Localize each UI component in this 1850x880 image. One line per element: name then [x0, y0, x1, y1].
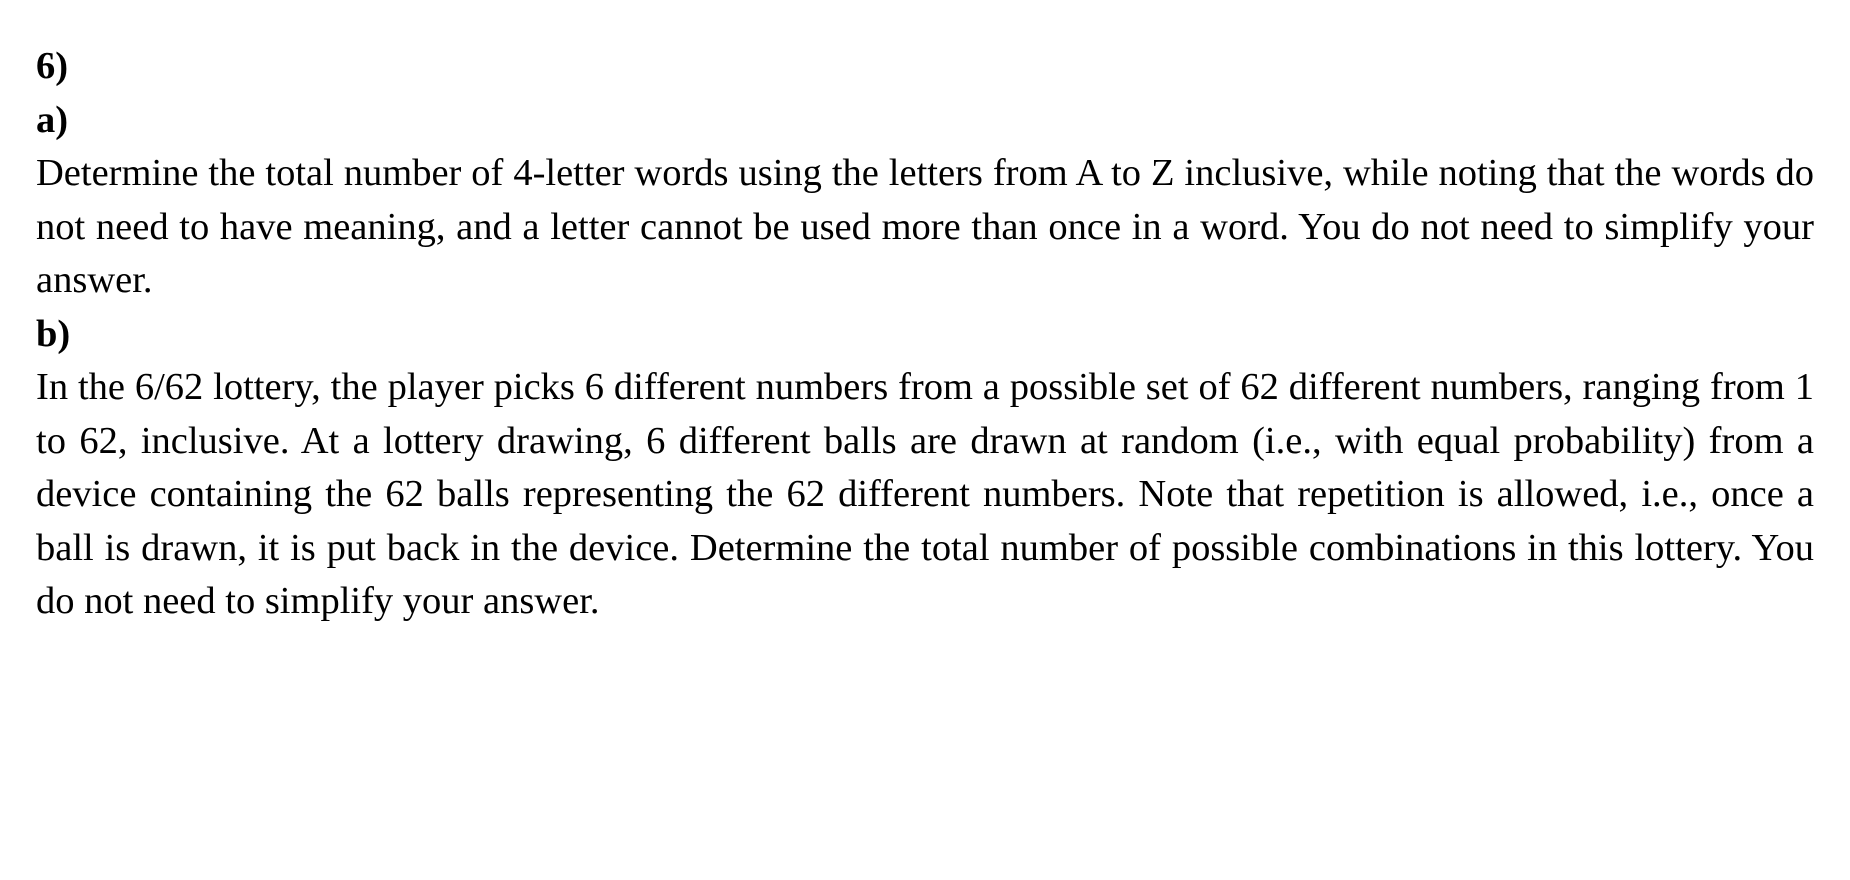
part-a-text: Determine the total number of 4-letter words using the letters from A to Z inclusive, while noting that the words do not need to have meaning, and a letter cannot be used more than once in a word. You do not need to simplify your answer. [36, 152, 1814, 301]
question-document [36, 40, 1814, 629]
part-a-label: a) [36, 98, 69, 141]
question-number: 6) [36, 45, 69, 87]
part-b-label: b) [36, 312, 71, 355]
part-b-text: In the 6/62 lottery, the player picks 6 different numbers from a possible set of 62 different numbers, ranging from 1 to 62, inclusive. At a lottery drawing, 6 different balls are drawn at random (i.e., with equal probability) from a device containing the 62 balls representing the 62 different numbers. Note that repetition is allowed, i.e., once a ball is drawn, it is put back in the device. Determine the total number of possible combinations in this lottery. You do not need to simplify your answer. [36, 366, 1814, 622]
